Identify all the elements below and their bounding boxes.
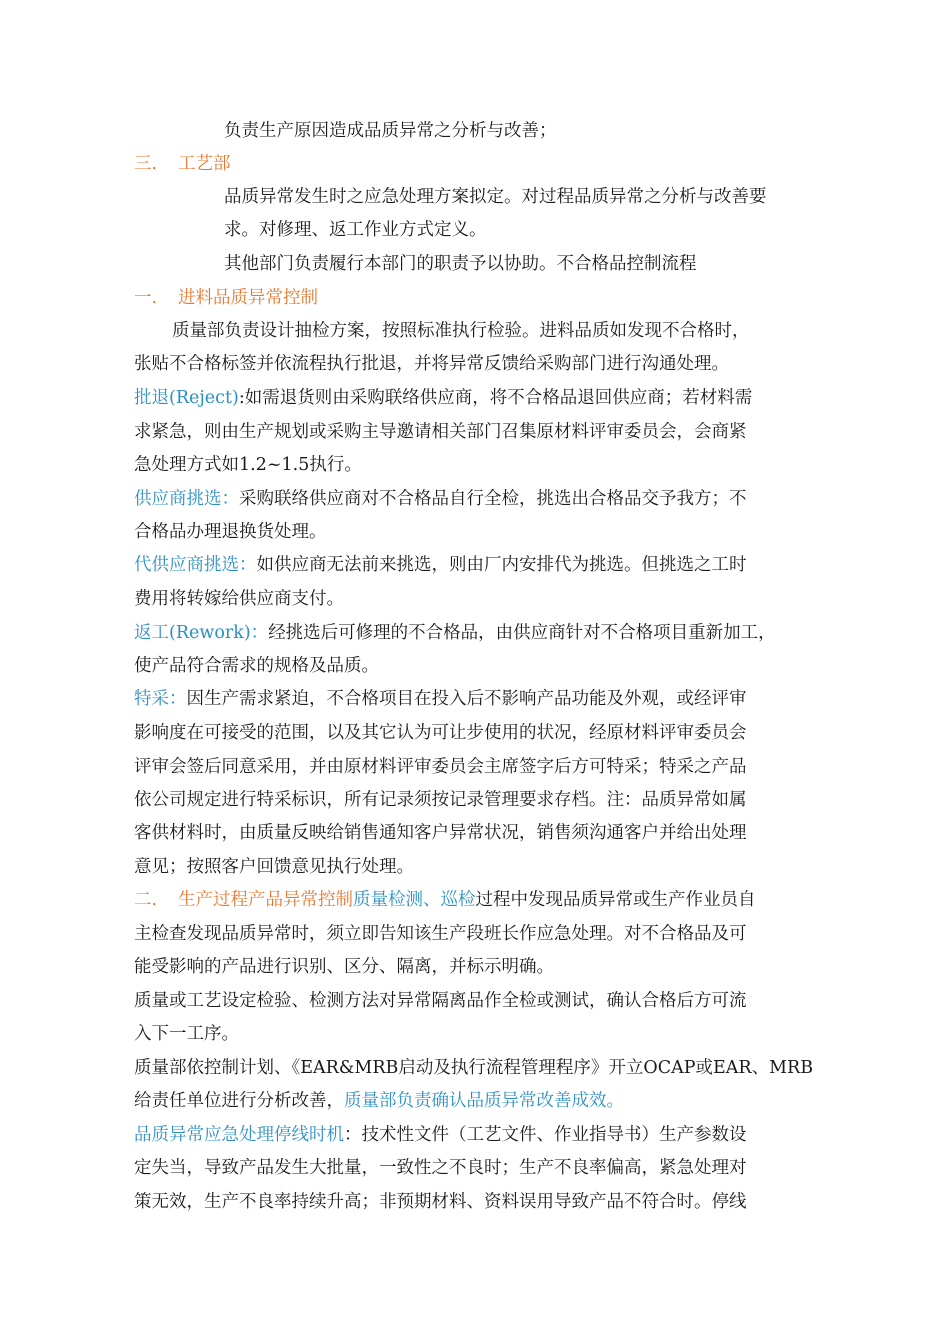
text-run: 质量部依控制计划、《EAR&MRB启动及执行流程管理程序》开立OCAP或EAR、MRB [134,1058,814,1078]
paragraph-line [134,789,747,811]
text-run: 质量部负责设计抽检方案，按照标准执行检验。进料品质如发现不合格时， [172,321,750,341]
paragraph-line [134,488,747,510]
text-run: 定失当，导致产品发生大批量，一致性之不良时；生产不良率偏高，紧急处理对 [134,1158,747,1178]
paragraph-line [134,990,747,1012]
text-run: 给责任单位进行分析改善， [134,1091,344,1111]
paragraph-line [224,219,487,241]
heading-number: 一. [134,288,158,308]
paragraph-line [134,822,747,844]
paragraph-line [134,622,776,644]
paragraph-line [134,454,362,476]
text-run: 其他部门负责履行本部门的职责予以协助。不合格品控制流程 [224,254,697,274]
text-run: 费用将转嫁给供应商支付。 [134,589,344,609]
paragraph-line [134,554,747,576]
text-run: 主检查发现品质异常时，须立即告知该生产段班长作应急处理。对不合格品及可 [134,924,747,944]
text-run: 质量或工艺设定检验、检测方法对异常隔离品作全检或测试，确认合格后方可流 [134,991,747,1011]
paragraph-line [134,588,344,610]
text-run: 求。对修理、返工作业方式定义。 [224,220,487,240]
term-label: 质量部负责确认品质异常改善成效。 [344,1091,624,1111]
text-run: 合格品办理退换货处理。 [134,522,327,542]
text-run: 急处理方式如1.2~1.5执行。 [134,455,362,475]
term-label: 返工(Rework)： [134,623,269,643]
paragraph-line [134,756,747,778]
paragraph-line [224,120,557,142]
text-run: 影响度在可接受的范围，以及其它认为可让步使用的状况，经原材料评审委员会 [134,723,747,743]
paragraph-line [134,421,747,443]
text-run: 使产品符合需求的规格及品质。 [134,656,379,676]
heading-number: 三. [134,154,158,174]
text-run: 客供材料时，由质量反映给销售通知客户异常状况，销售须沟通客户并给出处理 [134,823,747,843]
text-run: 品质异常发生时之应急处理方案拟定。对过程品质异常之分析与改善要 [224,187,767,207]
paragraph-line [134,353,729,375]
text-run: 负责生产原因造成品质异常之分析与改善； [224,121,557,141]
paragraph-line [134,923,747,945]
section-heading-1 [134,287,318,309]
paragraph-line [134,1090,624,1112]
paragraph-line [224,186,767,208]
paragraph-line [134,387,752,409]
text-run: 过程中发现品质异常或生产作业员自 [475,890,756,910]
text-run: 因生产需求紧迫，不合格项目在投入后不影响产品功能及外观，或经评审 [186,689,747,709]
text-run: 意见；按照客户回馈意见执行处理。 [134,857,414,877]
term-label: 质量检测、巡检 [353,890,476,910]
heading-title: 生产过程产品异常控制 [178,890,353,910]
paragraph-line [134,1057,813,1079]
text-run: 如供应商无法前来挑选，则由厂内安排代为挑选。但挑选之工时 [256,555,747,575]
heading-title: 工艺部 [178,154,231,174]
paragraph-line [134,1124,747,1146]
text-run: 经挑选后可修理的不合格品，由供应商针对不合格项目重新加工， [268,623,776,643]
paragraph-line [224,253,697,275]
text-run: 能受影响的产品进行识别、区分、隔离，并标示明确。 [134,957,554,977]
paragraph-line [134,1023,239,1045]
term-label: 供应商挑选： [134,489,239,509]
text-run: 求紧急，则由生产规划或采购主导邀请相关部门召集原材料评审委员会，会商紧 [134,422,747,442]
heading-number: 二. [134,890,158,910]
paragraph-line [134,521,327,543]
paragraph-line [134,856,414,878]
term-label: 代供应商挑选： [134,555,257,575]
paragraph-line [134,688,747,710]
text-run: 入下一工序。 [134,1024,239,1044]
text-run: 评审会签后同意采用，并由原材料评审委员会主席签字后方可特采；特采之产品 [134,757,747,777]
term-label: 特采： [134,689,187,709]
text-run: 采购联络供应商对不合格品自行全检，挑选出合格品交予我方；不 [239,489,747,509]
paragraph-line [134,956,554,978]
section-heading-2 [134,889,756,911]
text-run: 依公司规定进行特采标识，所有记录须按记录管理要求存档。注：品质异常如属 [134,790,747,810]
text-run: 张贴不合格标签并依流程执行批退，并将异常反馈给采购部门进行沟通处理。 [134,354,729,374]
paragraph-line [172,320,750,342]
paragraph-line [134,1191,747,1213]
text-run: :如需退货则由采购联络供应商，将不合格品退回供应商；若材料需 [238,388,753,408]
text-run: ：技术性文件（工艺文件、作业指导书）生产参数设 [344,1125,747,1145]
paragraph-line [134,655,379,677]
term-label: 品质异常应急处理停线时机 [134,1125,344,1145]
paragraph-line [134,722,747,744]
paragraph-line [134,1157,747,1179]
section-heading-3 [134,153,231,175]
text-run: 策无效，生产不良率持续升高；非预期材料、资料误用导致产品不符合时。停线 [134,1192,747,1212]
term-label: 批退(Reject) [134,388,239,408]
heading-title: 进料品质异常控制 [178,288,318,308]
